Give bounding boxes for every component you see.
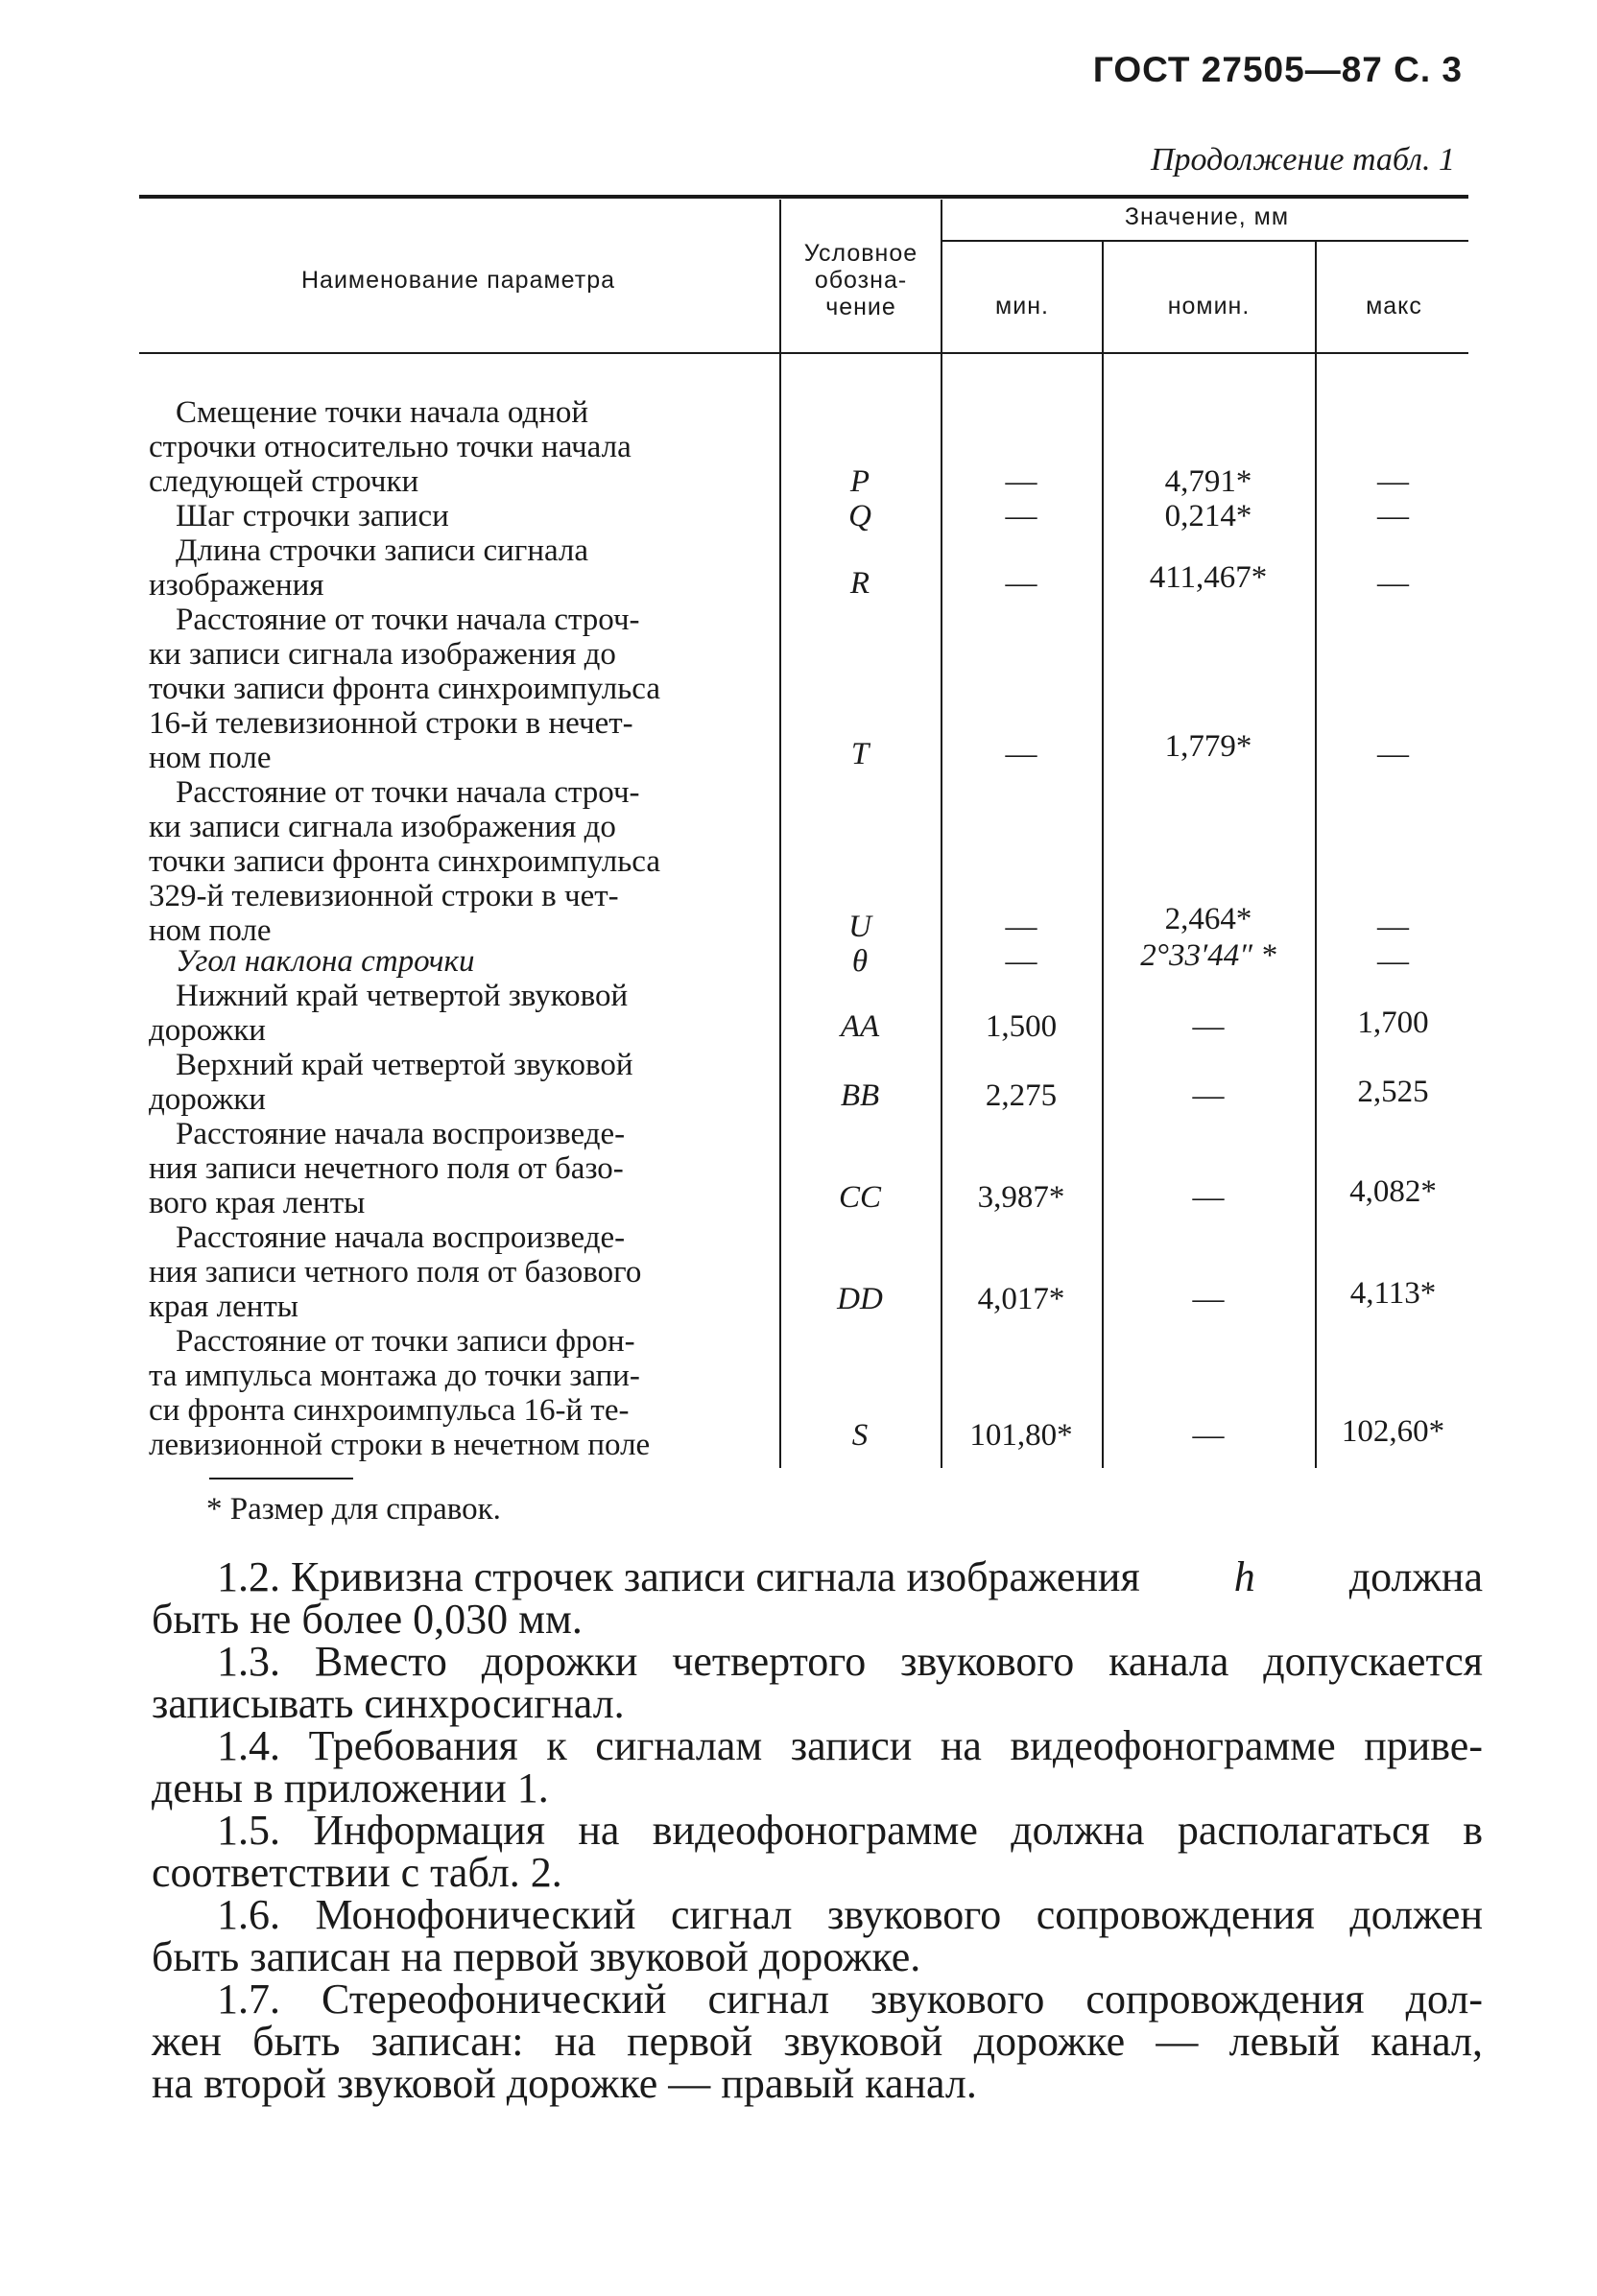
min-cell: — bbox=[1005, 499, 1037, 533]
param-line: Расстояние от точки записи фрон- bbox=[176, 1324, 635, 1359]
footnote: * Размер для справок. bbox=[206, 1492, 501, 1527]
param-line: края ленты bbox=[149, 1290, 298, 1324]
param-line: ния записи нечетного поля от базо- bbox=[149, 1151, 624, 1186]
param-line: ки записи сигнала изображения до bbox=[149, 637, 616, 672]
param-line: Расстояние от точки начала строч- bbox=[176, 603, 640, 637]
min-cell: — bbox=[1005, 464, 1037, 499]
nom-cell: — bbox=[1192, 1078, 1225, 1113]
min-cell: — bbox=[1005, 910, 1037, 944]
param-line: Верхний край четвертой звуковой bbox=[176, 1048, 633, 1082]
symbol-cell: BB bbox=[840, 1078, 880, 1113]
paragraph-line: на второй звуковой дорожке — правый канал. bbox=[152, 2060, 977, 2107]
footnote-rule bbox=[209, 1478, 353, 1479]
min-cell: 3,987* bbox=[977, 1180, 1065, 1215]
paragraph-line: быть записан на первой звуковой дорожке. bbox=[152, 1933, 921, 1980]
symbol-cell: DD bbox=[837, 1282, 883, 1316]
symbol-cell: S bbox=[851, 1418, 869, 1453]
paragraph-text: должна bbox=[1348, 1553, 1483, 1600]
min-cell: 101,80* bbox=[969, 1418, 1073, 1453]
document-code: ГОСТ 27505—87 С. 3 bbox=[1092, 50, 1463, 89]
param-line: та импульса монтажа до точки запи- bbox=[149, 1359, 640, 1393]
header-symbol: Условное обозна- чение bbox=[803, 240, 918, 320]
param-line: строчки относительно точки начала bbox=[149, 430, 632, 464]
paragraph-1-7 bbox=[152, 1978, 1483, 2105]
param-line: Смещение точки начала одной bbox=[176, 395, 589, 430]
paragraph-variable: h bbox=[1233, 1553, 1255, 1600]
param-line: Длина строчки записи сигнала bbox=[176, 533, 589, 568]
symbol-cell: θ bbox=[851, 944, 869, 979]
param-line: дорожки bbox=[149, 1082, 266, 1117]
min-cell: 4,017* bbox=[977, 1282, 1065, 1316]
table-header-rule bbox=[139, 352, 1468, 354]
min-cell: 1,500 bbox=[985, 1009, 1058, 1044]
table-row-param bbox=[149, 1048, 758, 1117]
body-text bbox=[152, 1553, 1483, 2107]
param-line: ки записи сигнала изображения до bbox=[149, 810, 616, 844]
paragraph-1-2 bbox=[152, 1553, 1483, 1643]
paragraph-1-3 bbox=[152, 1638, 1483, 1727]
max-cell: 102,60* bbox=[1341, 1414, 1445, 1449]
paragraph-text: 1.2. Кривизна строчек записи сигнала изображения bbox=[217, 1553, 1140, 1600]
paragraph-line: дены в приложении 1. bbox=[152, 1764, 549, 1811]
max-cell: — bbox=[1377, 566, 1409, 601]
nom-cell: 2°33′44″ * bbox=[1140, 938, 1276, 973]
min-cell: 2,275 bbox=[985, 1078, 1058, 1113]
min-cell: — bbox=[1005, 737, 1037, 771]
header-name: Наименование параметра bbox=[300, 267, 616, 294]
param-line: Расстояние начала воспроизведе- bbox=[176, 1117, 626, 1151]
nom-cell: 411,467* bbox=[1149, 560, 1268, 595]
max-cell: — bbox=[1377, 464, 1409, 499]
table-row-param bbox=[149, 944, 758, 979]
max-cell: 4,082* bbox=[1349, 1174, 1437, 1209]
header-max: макс bbox=[1366, 293, 1422, 320]
param-line: 329-й телевизионной строки в чет- bbox=[149, 879, 619, 913]
param-line: Угол наклона строчки bbox=[176, 944, 475, 979]
nom-cell: — bbox=[1192, 1282, 1225, 1316]
paragraph-line: 1.4. Требования к сигналам записи на видеофонограмме приве- bbox=[217, 1722, 1483, 1769]
table-row-param bbox=[149, 533, 758, 603]
paragraph-line: быть не более 0,030 мм. bbox=[152, 1596, 583, 1643]
table-row-param bbox=[149, 1117, 758, 1220]
symbol-cell: U bbox=[848, 910, 871, 944]
min-cell: — bbox=[1005, 944, 1037, 979]
paragraph-1-6 bbox=[152, 1891, 1483, 1980]
param-line: Шаг строчки записи bbox=[176, 499, 449, 533]
paragraph-line: 1.3. Вместо дорожки четвертого звукового канала допускается bbox=[217, 1638, 1483, 1685]
table-row-param bbox=[149, 979, 758, 1048]
symbol-cell: CC bbox=[838, 1180, 882, 1215]
min-cell: — bbox=[1005, 566, 1037, 601]
table-top-rule bbox=[139, 195, 1468, 199]
paragraph-1-4 bbox=[152, 1722, 1483, 1811]
param-line: изображения bbox=[149, 568, 324, 603]
max-cell: — bbox=[1377, 944, 1409, 979]
header-value-group: Значение, мм bbox=[1124, 203, 1290, 230]
nom-cell: 0,214* bbox=[1164, 499, 1252, 533]
max-cell: — bbox=[1377, 499, 1409, 533]
paragraph-line: 1.5. Информация на видеофонограмме должна располагаться в bbox=[217, 1807, 1483, 1854]
param-line: ном поле bbox=[149, 741, 272, 775]
nom-cell: 4,791* bbox=[1164, 464, 1252, 499]
table-row-param bbox=[149, 1324, 758, 1462]
table-row-param bbox=[149, 775, 758, 948]
paragraph-line bbox=[152, 1553, 1483, 1600]
param-line: следующей строчки bbox=[149, 464, 419, 499]
table-row-param bbox=[149, 1220, 758, 1324]
paragraph-line: 1.6. Монофонический сигнал звукового сопровождения должен bbox=[217, 1891, 1483, 1938]
param-line: Расстояние начала воспроизведе- bbox=[176, 1220, 626, 1255]
param-line: Нижний край четвертой звуковой bbox=[176, 979, 629, 1013]
value-group-rule bbox=[941, 240, 1468, 242]
nom-cell: — bbox=[1192, 1009, 1225, 1044]
table-row-param bbox=[149, 603, 758, 775]
symbol-cell: P bbox=[849, 464, 870, 499]
max-cell: 2,525 bbox=[1357, 1075, 1429, 1109]
param-line: точки записи фронта синхроимпульса bbox=[149, 844, 660, 879]
paragraph-line: 1.7. Стереофонический сигнал звукового сопровождения дол- bbox=[217, 1976, 1483, 2023]
paragraph-line: соответствии с табл. 2. bbox=[152, 1849, 562, 1896]
header-min: мин. bbox=[995, 293, 1049, 320]
column-divider bbox=[779, 200, 781, 1468]
paragraph-1-5 bbox=[152, 1807, 1483, 1896]
max-cell: 4,113* bbox=[1349, 1276, 1437, 1311]
nom-cell: — bbox=[1192, 1180, 1225, 1215]
param-line: вого края ленты bbox=[149, 1186, 366, 1220]
column-divider bbox=[1315, 242, 1317, 1468]
symbol-cell: Q bbox=[848, 499, 871, 533]
param-line: дорожки bbox=[149, 1013, 266, 1048]
param-line: левизионной строки в нечетном поле bbox=[149, 1428, 651, 1462]
param-line: си фронта синхроимпульса 16-й те- bbox=[149, 1393, 630, 1428]
param-line: ния записи четного поля от базового bbox=[149, 1255, 642, 1290]
param-line: Расстояние от точки начала строч- bbox=[176, 775, 640, 810]
max-cell: — bbox=[1377, 737, 1409, 771]
paragraph-line: записывать синхросигнал. bbox=[152, 1680, 625, 1727]
table-row-param bbox=[149, 395, 758, 499]
param-line: ном поле bbox=[149, 913, 272, 948]
column-divider bbox=[1102, 242, 1104, 1468]
table-row-param bbox=[149, 499, 758, 533]
nom-cell: — bbox=[1192, 1418, 1225, 1453]
symbol-cell: AA bbox=[840, 1009, 880, 1044]
param-line: точки записи фронта синхроимпульса bbox=[149, 672, 660, 706]
paragraph-line: жен быть записан: на первой звуковой дорожке — левый канал, bbox=[152, 2018, 1483, 2065]
nom-cell: 1,779* bbox=[1164, 729, 1252, 764]
table-continuation-caption: Продолжение табл. 1 bbox=[1150, 142, 1455, 178]
column-divider bbox=[941, 200, 942, 1468]
symbol-cell: T bbox=[850, 737, 870, 771]
nom-cell: 2,464* bbox=[1164, 902, 1252, 936]
symbol-cell: R bbox=[849, 566, 870, 601]
param-line: 16-й телевизионной строки в нечет- bbox=[149, 706, 633, 741]
max-cell: — bbox=[1377, 910, 1409, 944]
max-cell: 1,700 bbox=[1357, 1006, 1429, 1040]
header-nom: номин. bbox=[1167, 293, 1251, 320]
